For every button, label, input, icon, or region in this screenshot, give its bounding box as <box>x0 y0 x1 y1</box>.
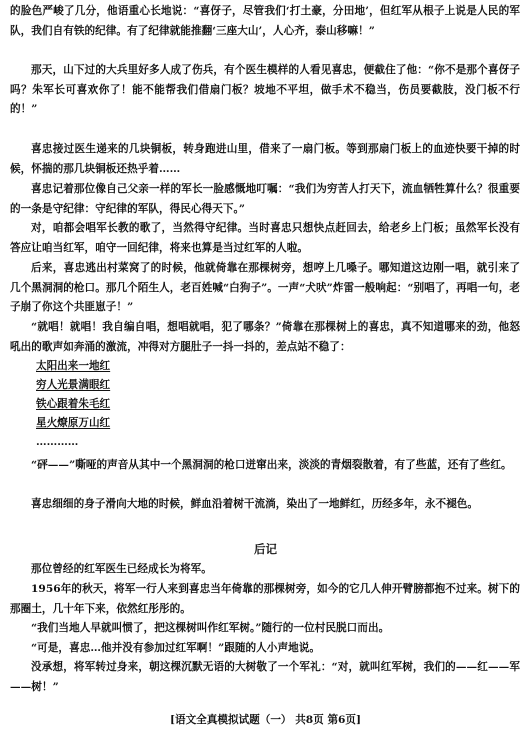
song-lyrics <box>36 357 110 452</box>
story-paragraph: 的脸色严峻了几分，他语重心长地说：“喜伢子，尽管我们‘打土豪，分田地’，但红军从根子上说是人民的军队，我们自有铁的纪律。有了纪律就能推翻‘三座大山’，人心齐，泰山移嘛！” <box>10 5 520 37</box>
song-line: 穷人光景满眼红 <box>36 379 111 391</box>
afterword-paragraph: 那位曾经的红军医生已经成长为将军。 <box>31 563 212 575</box>
story-paragraph: 喜忠记着那位像自己父亲一样的军长一脸感慨地叮嘱：“我们为穷苦人打天下，流血牺牲算什么？很重要的一条是守纪律：守纪律的军队，得民心得天下。” <box>10 183 520 215</box>
song-line: ………… <box>36 436 79 448</box>
song-line: 铁心跟着朱毛红 <box>36 398 111 410</box>
story-paragraph: 后来，喜忠逃出村菜窝了的时候，他就倚靠在那棵树旁，想哼上几嗓子。哪知道这边刚一唱，就引来了几个黑洞洞的枪口。那几个陌生人，老百姓喊“白狗子”。一声“犬吠”炸雷一般响起：“别唱了，再唱一句，老子崩了你这个共匪崽子！” <box>10 262 520 314</box>
afterword-paragraph: “可是，喜忠…他并没有参加过红军啊！”跟随的人小声地说。 <box>31 642 321 654</box>
song-line: 太阳出来一地红 <box>36 360 111 372</box>
story-paragraph: 那天，山下过的大兵里好多人成了伤兵，有个医生模样的人看见喜忠，便截住了他：“你不是那个喜伢子吗？朱军长可喜欢你了！能不能帮我们借扇门板？坡地不平坦，做手术不稳当，伤员要截肢，没门板不行的！” <box>10 64 520 116</box>
page-footer: [语文全真模拟试题（一） 共8页 第6页] <box>169 714 362 726</box>
afterword-paragraph: “我们当地人早就叫惯了，把这棵树叫作红军树。”随行的一位村民脱口而出。 <box>31 622 390 634</box>
story-paragraph: 喜忠细细的身子滑向大地的时候，鲜血沿着树干流淌，染出了一地鲜红，历经多年，永不褪色。 <box>31 498 479 510</box>
afterword-title: 后记 <box>254 542 277 556</box>
afterword-paragraph: 没承想，将军转过身来，朝这棵沉默无语的大树敬了一个军礼：“对，就叫红军树，我们的——红——军——树！” <box>10 661 520 693</box>
afterword-paragraph: 1956年的秋天，将军一行人来到喜忠当年倚靠的那棵树旁，如今的它几人伸开臂膀都抱不过来。树下的那圈土，几十年下来，依然红彤彤的。 <box>10 583 520 615</box>
song-line: 星火燎原万山红 <box>36 417 111 429</box>
story-paragraph: “砰——”嘶哑的声音从其中一个黑洞洞的枪口迸窜出来，淡淡的青烟裂散着，有了些蓝，还有了些红。 <box>31 459 512 471</box>
story-paragraph: 喜忠接过医生递来的几块铜板，转身跑进山里，借来了一扇门板。等到那扇门板上的血迹快要干掉的时候，怀揣的那几块铜板还热乎着…… <box>10 143 520 175</box>
story-paragraph: 对，咱都会唱军长教的歌了，当然得守纪律。当时喜忠只想快点赶回去，给老乡上门板；虽然军长没有答应让咱当红军，咱守一回纪律，将来也算是当过红军的人啦。 <box>10 222 520 254</box>
story-paragraph: “就唱！就唱！我自编自唱，想唱就唱，犯了哪条？”倚靠在那棵树上的喜忠，真不知道哪来的劲，他怒吼出的歌声如奔涌的激流，冲得对方腿肚子一抖一抖的，差点站不稳了： <box>10 321 520 353</box>
